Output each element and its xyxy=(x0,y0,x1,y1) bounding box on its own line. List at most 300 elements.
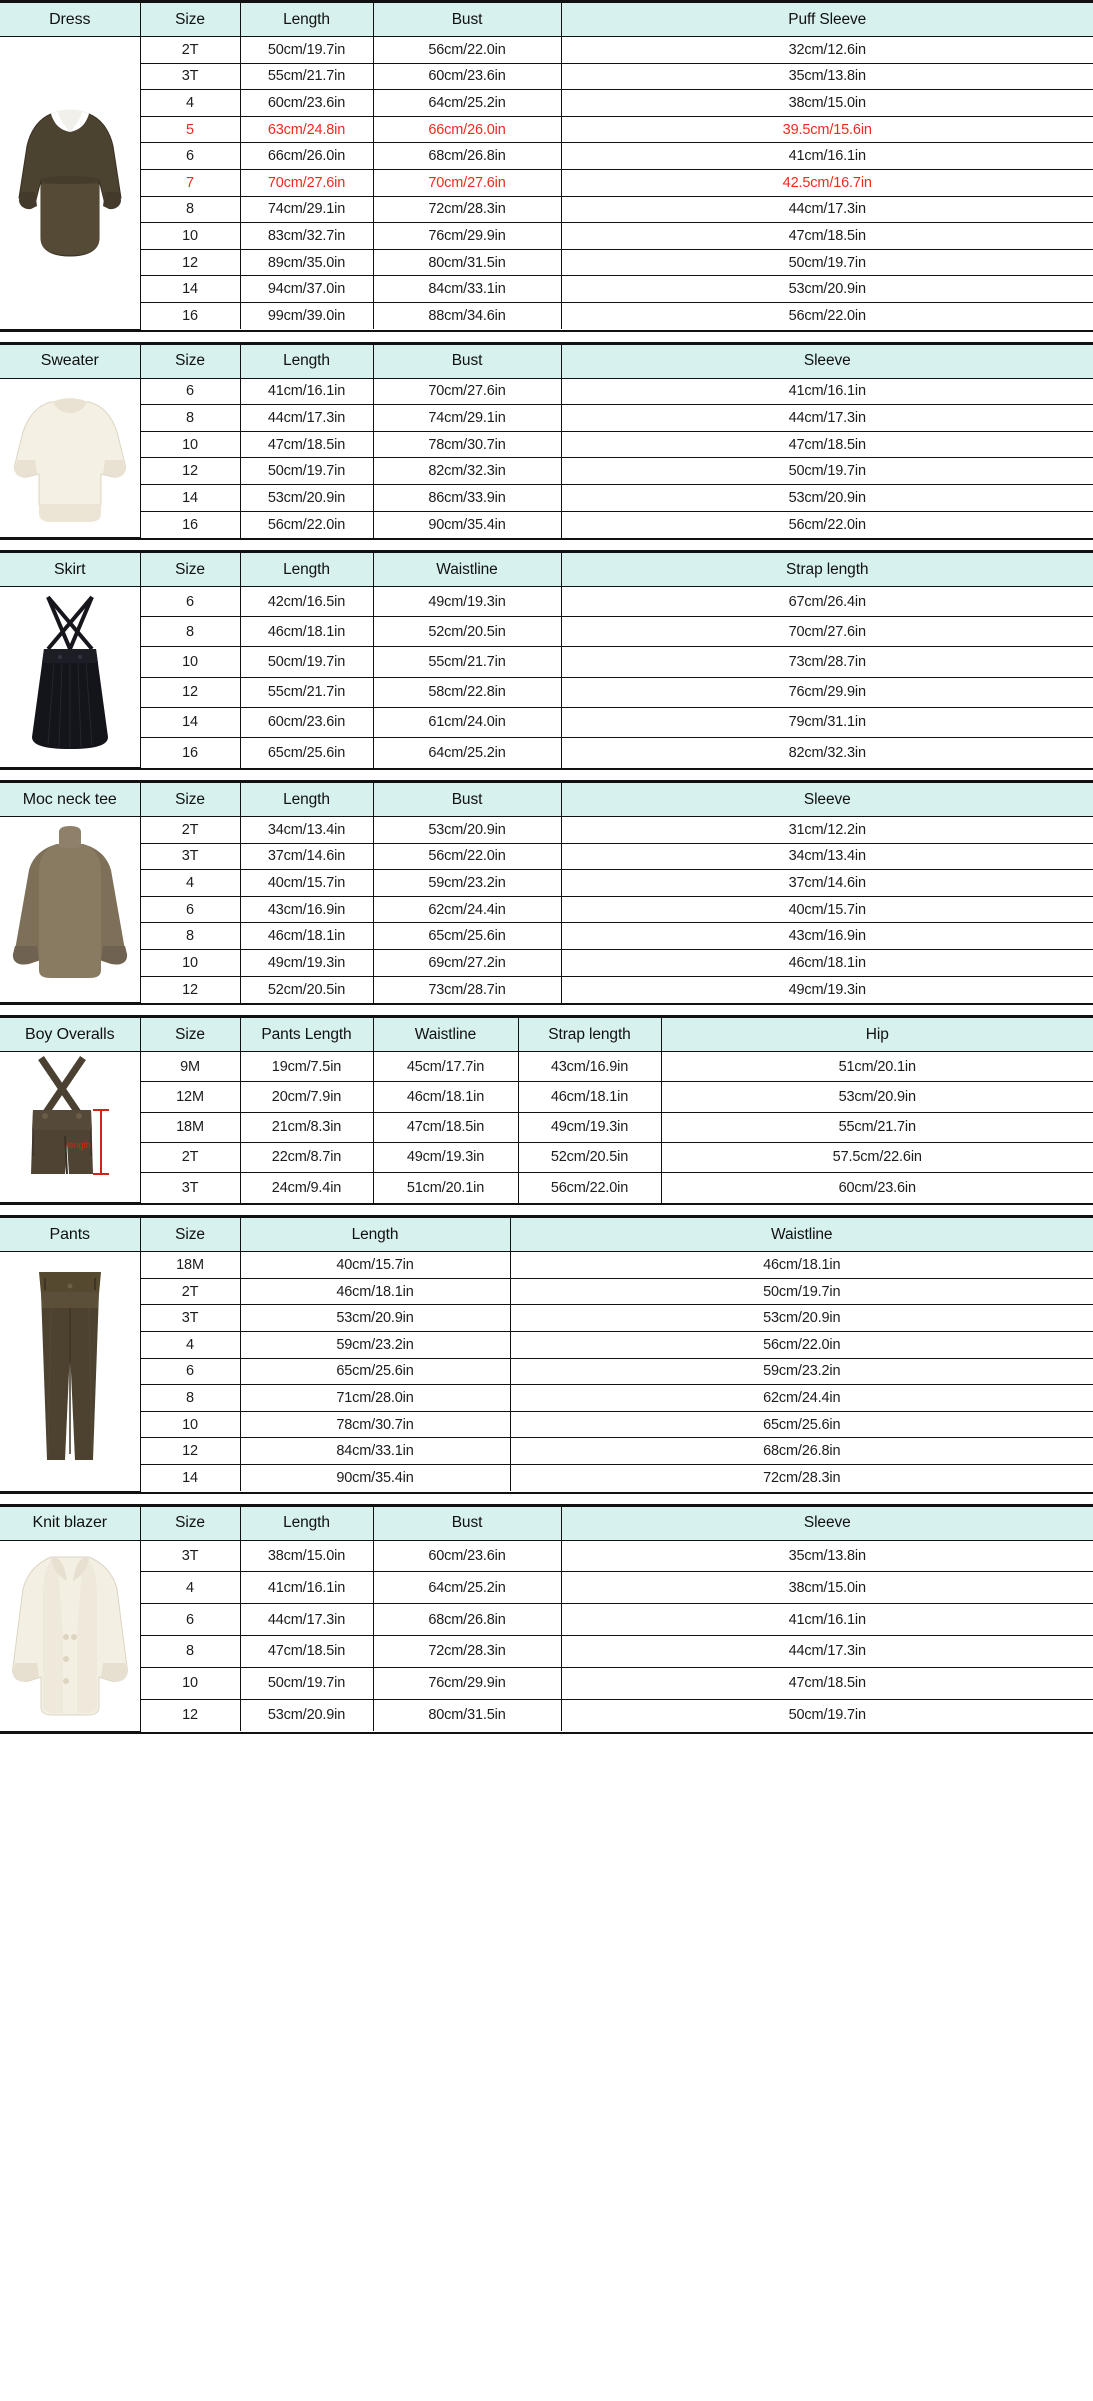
cell-measure: 68cm/26.8in xyxy=(373,1604,561,1636)
category-header: Pants xyxy=(0,1218,140,1252)
cell-measure: 49cm/19.3in xyxy=(373,587,561,617)
dress-image-cell xyxy=(0,37,140,330)
cell-size: 8 xyxy=(140,405,240,432)
cell-measure: 38cm/15.0in xyxy=(561,1572,1093,1604)
cell-size: 3T xyxy=(140,1305,240,1332)
cell-size: 2T xyxy=(140,817,240,844)
cell-size: 8 xyxy=(140,617,240,647)
cell-size: 5 xyxy=(140,116,240,143)
table-row xyxy=(0,817,1093,844)
cell-size: 16 xyxy=(140,737,240,767)
cell-size: 6 xyxy=(140,1358,240,1385)
table-row xyxy=(0,90,1093,117)
header-row xyxy=(0,1506,1093,1540)
cell-measure: 50cm/19.7in xyxy=(240,37,373,64)
column-header: Sleeve xyxy=(561,783,1093,817)
cell-measure: 56cm/22.0in xyxy=(510,1332,1093,1359)
cell-measure: 65cm/25.6in xyxy=(510,1411,1093,1438)
table-row xyxy=(0,431,1093,458)
cell-measure: 22cm/8.7in xyxy=(240,1142,373,1172)
cell-measure: 55cm/21.7in xyxy=(373,647,561,677)
table-row xyxy=(0,843,1093,870)
column-header: Pants Length xyxy=(240,1018,373,1052)
cell-measure: 64cm/25.2in xyxy=(373,1572,561,1604)
cell-measure: 74cm/29.1in xyxy=(240,196,373,223)
table-row xyxy=(0,950,1093,977)
column-header: Length xyxy=(240,1218,510,1252)
cell-measure: 37cm/14.6in xyxy=(240,843,373,870)
size-table-pants xyxy=(0,1217,1093,1491)
cell-measure: 76cm/29.9in xyxy=(373,1667,561,1699)
column-header: Bust xyxy=(373,1506,561,1540)
cell-measure: 70cm/27.6in xyxy=(373,169,561,196)
cell-measure: 41cm/16.1in xyxy=(561,143,1093,170)
cell-measure: 47cm/18.5in xyxy=(561,1667,1093,1699)
cell-measure: 76cm/29.9in xyxy=(373,223,561,250)
cell-measure: 40cm/15.7in xyxy=(561,896,1093,923)
cell-size: 14 xyxy=(140,276,240,303)
cell-size: 4 xyxy=(140,870,240,897)
cell-size: 8 xyxy=(140,1385,240,1412)
cell-measure: 43cm/16.9in xyxy=(561,923,1093,950)
table-row xyxy=(0,1438,1093,1465)
column-header: Size xyxy=(140,553,240,587)
cell-size: 10 xyxy=(140,1411,240,1438)
cell-measure: 73cm/28.7in xyxy=(561,647,1093,677)
cell-measure: 70cm/27.6in xyxy=(373,378,561,405)
table-row xyxy=(0,1699,1093,1731)
cell-measure: 50cm/19.7in xyxy=(561,249,1093,276)
cell-measure: 53cm/20.9in xyxy=(510,1305,1093,1332)
column-header: Hip xyxy=(661,1018,1093,1052)
boy-overalls-illustration-wrap xyxy=(0,1052,140,1202)
sweater-image-cell xyxy=(0,378,140,538)
cell-measure: 44cm/17.3in xyxy=(240,1604,373,1636)
table-row xyxy=(0,484,1093,511)
cell-measure: 31cm/12.2in xyxy=(561,817,1093,844)
cell-measure: 64cm/25.2in xyxy=(373,737,561,767)
cell-measure: 53cm/20.9in xyxy=(561,484,1093,511)
cell-measure: 52cm/20.5in xyxy=(373,617,561,647)
cell-measure: 37cm/14.6in xyxy=(561,870,1093,897)
table-separator xyxy=(0,332,1093,342)
cell-measure: 63cm/24.8in xyxy=(240,116,373,143)
pants-illustration-wrap xyxy=(0,1252,140,1490)
cell-measure: 84cm/33.1in xyxy=(240,1438,510,1465)
table-row xyxy=(0,1332,1093,1359)
cell-measure: 50cm/19.7in xyxy=(240,458,373,485)
column-header: Length xyxy=(240,1506,373,1540)
cell-measure: 47cm/18.5in xyxy=(240,431,373,458)
table-row xyxy=(0,647,1093,677)
cell-measure: 88cm/34.6in xyxy=(373,302,561,329)
header-row xyxy=(0,3,1093,37)
cell-measure: 65cm/25.6in xyxy=(240,1358,510,1385)
cell-measure: 76cm/29.9in xyxy=(561,677,1093,707)
table-row xyxy=(0,1173,1093,1203)
cell-measure: 43cm/16.9in xyxy=(240,896,373,923)
cell-measure: 84cm/33.1in xyxy=(373,276,561,303)
table-row xyxy=(0,276,1093,303)
cell-measure: 62cm/24.4in xyxy=(373,896,561,923)
dress-illustration-wrap xyxy=(0,37,140,329)
boy-overalls-illustration xyxy=(9,1052,131,1202)
cell-measure: 39.5cm/15.6in xyxy=(561,116,1093,143)
table-separator xyxy=(0,540,1093,550)
cell-measure: 59cm/23.2in xyxy=(240,1332,510,1359)
cell-measure: 24cm/9.4in xyxy=(240,1173,373,1203)
cell-measure: 50cm/19.7in xyxy=(240,647,373,677)
table-row xyxy=(0,116,1093,143)
column-header: Strap length xyxy=(518,1018,661,1052)
cell-measure: 58cm/22.8in xyxy=(373,677,561,707)
cell-measure: 45cm/17.7in xyxy=(373,1052,518,1082)
size-block-sweater xyxy=(0,342,1093,541)
skirt-illustration xyxy=(14,587,126,767)
table-row xyxy=(0,378,1093,405)
category-header: Skirt xyxy=(0,553,140,587)
cell-measure: 32cm/12.6in xyxy=(561,37,1093,64)
cell-size: 4 xyxy=(140,1572,240,1604)
cell-measure: 69cm/27.2in xyxy=(373,950,561,977)
table-row xyxy=(0,1278,1093,1305)
cell-measure: 46cm/18.1in xyxy=(240,617,373,647)
cell-measure: 56cm/22.0in xyxy=(373,843,561,870)
category-header: Dress xyxy=(0,3,140,37)
cell-measure: 53cm/20.9in xyxy=(240,484,373,511)
cell-measure: 46cm/18.1in xyxy=(240,923,373,950)
moc-neck-tee-illustration-wrap xyxy=(0,817,140,1002)
cell-measure: 68cm/26.8in xyxy=(510,1438,1093,1465)
cell-size: 9M xyxy=(140,1052,240,1082)
table-row xyxy=(0,458,1093,485)
table-row xyxy=(0,870,1093,897)
size-block-skirt xyxy=(0,550,1093,770)
size-table-moc-neck-tee xyxy=(0,782,1093,1003)
size-table-dress xyxy=(0,2,1093,330)
cell-measure: 44cm/17.3in xyxy=(561,405,1093,432)
table-row xyxy=(0,63,1093,90)
cell-measure: 41cm/16.1in xyxy=(561,378,1093,405)
cell-measure: 41cm/16.1in xyxy=(561,1604,1093,1636)
cell-measure: 44cm/17.3in xyxy=(240,405,373,432)
column-header: Size xyxy=(140,1506,240,1540)
cell-measure: 47cm/18.5in xyxy=(240,1636,373,1668)
pants-image-cell xyxy=(0,1252,140,1491)
size-table-knit-blazer xyxy=(0,1506,1093,1732)
table-row xyxy=(0,1572,1093,1604)
size-table-sweater xyxy=(0,344,1093,539)
column-header: Waistline xyxy=(373,553,561,587)
cell-size: 16 xyxy=(140,511,240,538)
category-header: Boy Overalls xyxy=(0,1018,140,1052)
cell-measure: 82cm/32.3in xyxy=(373,458,561,485)
table-row xyxy=(0,1112,1093,1142)
header-row xyxy=(0,344,1093,378)
cell-measure: 43cm/16.9in xyxy=(518,1052,661,1082)
cell-measure: 80cm/31.5in xyxy=(373,249,561,276)
cell-measure: 71cm/28.0in xyxy=(240,1385,510,1412)
cell-measure: 80cm/31.5in xyxy=(373,1699,561,1731)
table-row xyxy=(0,587,1093,617)
cell-size: 14 xyxy=(140,484,240,511)
cell-measure: 49cm/19.3in xyxy=(518,1112,661,1142)
cell-measure: 46cm/18.1in xyxy=(240,1278,510,1305)
category-header: Knit blazer xyxy=(0,1506,140,1540)
column-header: Strap length xyxy=(561,553,1093,587)
cell-measure: 50cm/19.7in xyxy=(561,458,1093,485)
cell-size: 3T xyxy=(140,843,240,870)
table-row xyxy=(0,1082,1093,1112)
table-row xyxy=(0,1411,1093,1438)
cell-measure: 21cm/8.3in xyxy=(240,1112,373,1142)
cell-measure: 34cm/13.4in xyxy=(240,817,373,844)
table-separator xyxy=(0,1205,1093,1215)
header-row xyxy=(0,1218,1093,1252)
size-block-pants xyxy=(0,1215,1093,1493)
table-separator xyxy=(0,1494,1093,1504)
cell-measure: 40cm/15.7in xyxy=(240,1252,510,1279)
cell-measure: 74cm/29.1in xyxy=(373,405,561,432)
cell-measure: 56cm/22.0in xyxy=(240,511,373,538)
cell-measure: 65cm/25.6in xyxy=(373,923,561,950)
table-separator xyxy=(0,770,1093,780)
cell-size: 12 xyxy=(140,1699,240,1731)
cell-size: 12 xyxy=(140,249,240,276)
cell-measure: 66cm/26.0in xyxy=(240,143,373,170)
cell-measure: 89cm/35.0in xyxy=(240,249,373,276)
cell-measure: 35cm/13.8in xyxy=(561,1540,1093,1572)
table-row xyxy=(0,1667,1093,1699)
column-header: Bust xyxy=(373,344,561,378)
cell-measure: 35cm/13.8in xyxy=(561,63,1093,90)
table-row xyxy=(0,707,1093,737)
column-header: Bust xyxy=(373,783,561,817)
cell-measure: 53cm/20.9in xyxy=(661,1082,1093,1112)
cell-measure: 55cm/21.7in xyxy=(661,1112,1093,1142)
cell-measure: 42.5cm/16.7in xyxy=(561,169,1093,196)
cell-measure: 53cm/20.9in xyxy=(373,817,561,844)
sweater-illustration xyxy=(9,388,131,528)
table-row xyxy=(0,1540,1093,1572)
cell-size: 3T xyxy=(140,63,240,90)
table-separator xyxy=(0,1005,1093,1015)
cell-measure: 50cm/19.7in xyxy=(561,1699,1093,1731)
cell-measure: 50cm/19.7in xyxy=(510,1278,1093,1305)
column-header: Length xyxy=(240,344,373,378)
header-row xyxy=(0,1018,1093,1052)
dress-illustration xyxy=(11,88,129,278)
cell-measure: 79cm/31.1in xyxy=(561,707,1093,737)
cell-measure: 59cm/23.2in xyxy=(510,1358,1093,1385)
cell-size: 7 xyxy=(140,169,240,196)
cell-measure: 64cm/25.2in xyxy=(373,90,561,117)
table-row xyxy=(0,37,1093,64)
cell-measure: 60cm/23.6in xyxy=(661,1173,1093,1203)
cell-size: 14 xyxy=(140,1465,240,1492)
size-table-skirt xyxy=(0,552,1093,768)
cell-measure: 47cm/18.5in xyxy=(561,431,1093,458)
cell-measure: 94cm/37.0in xyxy=(240,276,373,303)
table-row xyxy=(0,169,1093,196)
cell-measure: 90cm/35.4in xyxy=(373,511,561,538)
column-header: Waistline xyxy=(510,1218,1093,1252)
table-row xyxy=(0,405,1093,432)
cell-measure: 46cm/18.1in xyxy=(518,1082,661,1112)
cell-measure: 34cm/13.4in xyxy=(561,843,1093,870)
cell-measure: 60cm/23.6in xyxy=(373,1540,561,1572)
knit-blazer-illustration-wrap xyxy=(0,1541,140,1731)
cell-measure: 66cm/26.0in xyxy=(373,116,561,143)
cell-size: 12 xyxy=(140,458,240,485)
cell-measure: 78cm/30.7in xyxy=(240,1411,510,1438)
cell-measure: 52cm/20.5in xyxy=(240,976,373,1003)
cell-measure: 68cm/26.8in xyxy=(373,143,561,170)
cell-measure: 42cm/16.5in xyxy=(240,587,373,617)
cell-measure: 53cm/20.9in xyxy=(240,1305,510,1332)
table-row xyxy=(0,1252,1093,1279)
cell-size: 10 xyxy=(140,223,240,250)
cell-size: 6 xyxy=(140,896,240,923)
cell-size: 8 xyxy=(140,923,240,950)
cell-measure: 20cm/7.9in xyxy=(240,1082,373,1112)
table-row xyxy=(0,1636,1093,1668)
column-header: Size xyxy=(140,344,240,378)
cell-size: 16 xyxy=(140,302,240,329)
cell-measure: 99cm/39.0in xyxy=(240,302,373,329)
skirt-image-cell xyxy=(0,587,140,768)
svg-text:length: length xyxy=(66,1140,91,1151)
table-row xyxy=(0,196,1093,223)
cell-measure: 83cm/32.7in xyxy=(240,223,373,250)
table-row xyxy=(0,302,1093,329)
cell-measure: 56cm/22.0in xyxy=(518,1173,661,1203)
table-row xyxy=(0,249,1093,276)
cell-measure: 62cm/24.4in xyxy=(510,1385,1093,1412)
cell-measure: 72cm/28.3in xyxy=(373,196,561,223)
cell-measure: 60cm/23.6in xyxy=(240,707,373,737)
cell-size: 12 xyxy=(140,677,240,707)
cell-measure: 49cm/19.3in xyxy=(240,950,373,977)
cell-measure: 70cm/27.6in xyxy=(561,617,1093,647)
cell-measure: 44cm/17.3in xyxy=(561,1636,1093,1668)
table-row xyxy=(0,677,1093,707)
header-row xyxy=(0,783,1093,817)
cell-size: 6 xyxy=(140,1604,240,1636)
column-header: Sleeve xyxy=(561,1506,1093,1540)
column-header: Size xyxy=(140,1018,240,1052)
cell-measure: 59cm/23.2in xyxy=(373,870,561,897)
cell-measure: 41cm/16.1in xyxy=(240,1572,373,1604)
cell-size: 6 xyxy=(140,378,240,405)
column-header: Size xyxy=(140,783,240,817)
cell-measure: 55cm/21.7in xyxy=(240,677,373,707)
cell-size: 10 xyxy=(140,1667,240,1699)
column-header: Bust xyxy=(373,3,561,37)
moc-neck-tee-illustration xyxy=(7,820,133,1000)
table-row xyxy=(0,923,1093,950)
column-header: Length xyxy=(240,553,373,587)
cell-measure: 49cm/19.3in xyxy=(561,976,1093,1003)
table-row xyxy=(0,1142,1093,1172)
table-row xyxy=(0,976,1093,1003)
category-header: Sweater xyxy=(0,344,140,378)
cell-size: 2T xyxy=(140,1278,240,1305)
knit-blazer-illustration xyxy=(7,1541,133,1731)
table-row xyxy=(0,1604,1093,1636)
cell-size: 2T xyxy=(140,37,240,64)
cell-measure: 19cm/7.5in xyxy=(240,1052,373,1082)
cell-measure: 46cm/18.1in xyxy=(373,1082,518,1112)
cell-measure: 38cm/15.0in xyxy=(561,90,1093,117)
size-block-knit-blazer xyxy=(0,1504,1093,1734)
cell-measure: 51cm/20.1in xyxy=(661,1052,1093,1082)
cell-size: 10 xyxy=(140,950,240,977)
cell-measure: 47cm/18.5in xyxy=(373,1112,518,1142)
table-row xyxy=(0,1305,1093,1332)
cell-measure: 86cm/33.9in xyxy=(373,484,561,511)
table-row xyxy=(0,617,1093,647)
table-row xyxy=(0,223,1093,250)
cell-size: 4 xyxy=(140,1332,240,1359)
cell-measure: 65cm/25.6in xyxy=(240,737,373,767)
cell-size: 8 xyxy=(140,1636,240,1668)
cell-measure: 90cm/35.4in xyxy=(240,1465,510,1492)
table-row xyxy=(0,143,1093,170)
cell-measure: 51cm/20.1in xyxy=(373,1173,518,1203)
cell-size: 10 xyxy=(140,647,240,677)
cell-measure: 55cm/21.7in xyxy=(240,63,373,90)
cell-measure: 44cm/17.3in xyxy=(561,196,1093,223)
size-block-moc-neck-tee xyxy=(0,780,1093,1005)
moc-neck-tee-image-cell xyxy=(0,817,140,1003)
table-row xyxy=(0,1385,1093,1412)
cell-measure: 60cm/23.6in xyxy=(240,90,373,117)
column-header: Size xyxy=(140,3,240,37)
cell-measure: 56cm/22.0in xyxy=(561,511,1093,538)
cell-measure: 46cm/18.1in xyxy=(510,1252,1093,1279)
cell-measure: 52cm/20.5in xyxy=(518,1142,661,1172)
cell-measure: 60cm/23.6in xyxy=(373,63,561,90)
cell-measure: 70cm/27.6in xyxy=(240,169,373,196)
size-table-boy-overalls xyxy=(0,1017,1093,1203)
cell-measure: 73cm/28.7in xyxy=(373,976,561,1003)
cell-size: 12M xyxy=(140,1082,240,1112)
knit-blazer-image-cell xyxy=(0,1540,140,1731)
cell-size: 18M xyxy=(140,1252,240,1279)
cell-measure: 72cm/28.3in xyxy=(373,1636,561,1668)
cell-measure: 53cm/20.9in xyxy=(240,1699,373,1731)
cell-size: 4 xyxy=(140,90,240,117)
column-header: Sleeve xyxy=(561,344,1093,378)
cell-measure: 40cm/15.7in xyxy=(240,870,373,897)
cell-measure: 46cm/18.1in xyxy=(561,950,1093,977)
cell-size: 12 xyxy=(140,976,240,1003)
cell-measure: 82cm/32.3in xyxy=(561,737,1093,767)
skirt-illustration-wrap xyxy=(0,587,140,767)
cell-size: 2T xyxy=(140,1142,240,1172)
table-row xyxy=(0,896,1093,923)
cell-measure: 57.5cm/22.6in xyxy=(661,1142,1093,1172)
cell-size: 12 xyxy=(140,1438,240,1465)
sweater-illustration-wrap xyxy=(0,379,140,538)
cell-size: 18M xyxy=(140,1112,240,1142)
cell-measure: 50cm/19.7in xyxy=(240,1667,373,1699)
table-row xyxy=(0,737,1093,767)
table-row xyxy=(0,511,1093,538)
size-block-dress xyxy=(0,0,1093,332)
cell-measure: 56cm/22.0in xyxy=(561,302,1093,329)
